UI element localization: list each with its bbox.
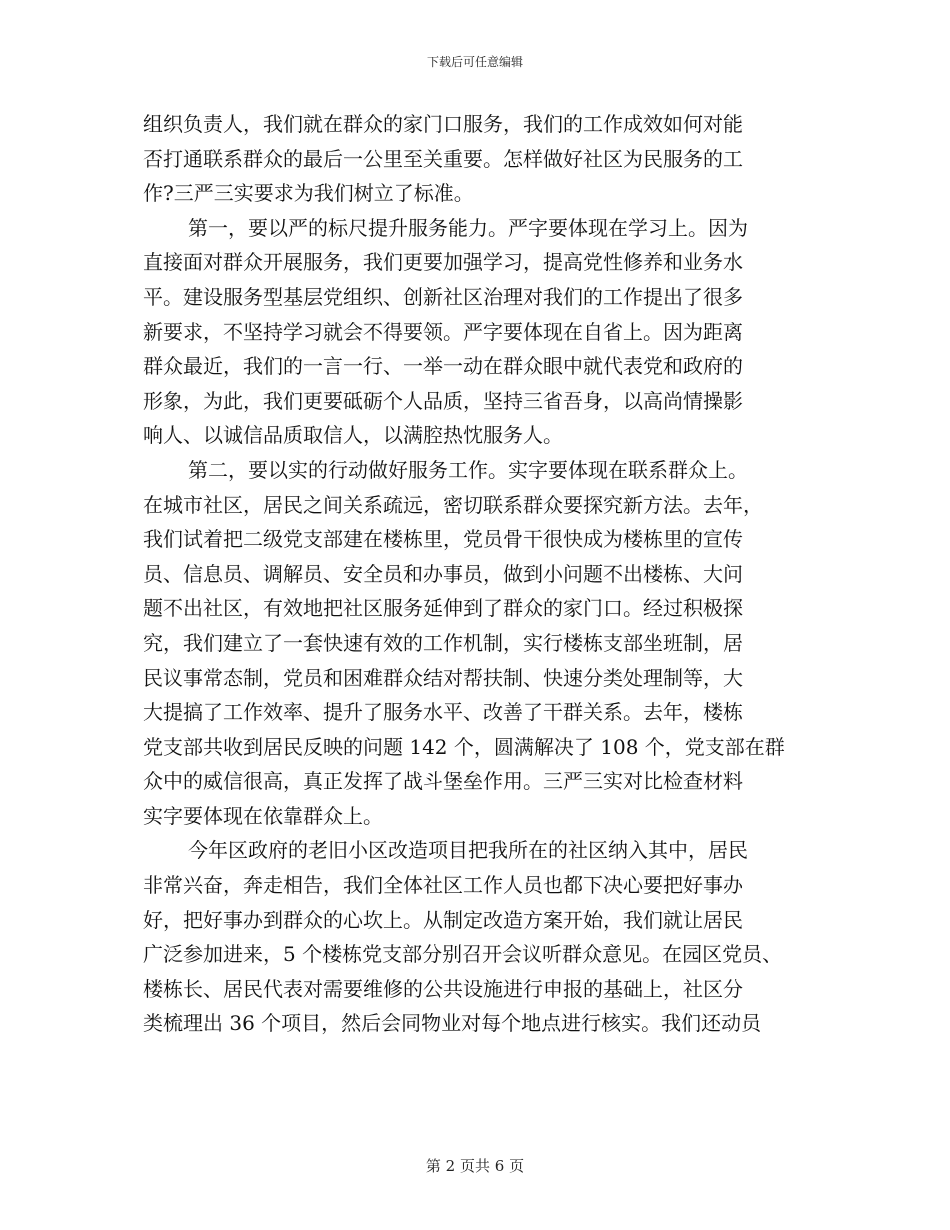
text-line: 好，把好事办到群众的心坎上。从制定改造方案开始，我们就让居民	[143, 907, 743, 932]
body-text	[143, 107, 833, 1041]
text-line: 今年区政府的老旧小区改造项目把我所在的社区纳入其中，居民	[188, 838, 748, 863]
text-line: 究，我们建立了一套快速有效的工作机制，实行楼栋支部坐班制，居	[143, 630, 743, 655]
text-line: 众中的威信很高，真正发挥了战斗堡垒作用。三严三实对比检查材料	[143, 769, 743, 794]
page-footer: 第 2 页共 6 页	[425, 1157, 525, 1175]
text-line: 实字要体现在依靠群众上。	[143, 803, 383, 828]
text-line: 在城市社区，居民之间关系疏远，密切联系群众要探究新方法。去年，	[143, 492, 763, 517]
text-line: 我们试着把二级党支部建在楼栋里，党员骨干很快成为楼栋里的宣传	[143, 527, 743, 552]
text-line: 直接面对群众开展服务，我们更要加强学习，提高党性修养和业务水	[143, 250, 743, 275]
text-line: 题不出社区，有效地把社区服务延伸到了群众的家门口。经过积极探	[143, 596, 743, 621]
text-line: 员、信息员、调解员、安全员和办事员，做到小问题不出楼栋、大问	[143, 561, 743, 586]
text-line: 组织负责人，我们就在群众的家门口服务，我们的工作成效如何对能	[143, 112, 743, 136]
page-header: 下载后可任意编辑	[426, 55, 523, 69]
text-line: 形象，为此，我们更要砥砺个人品质，坚持三省吾身，以高尚情操影	[143, 388, 743, 413]
text-line: 党支部共收到居民反映的问题 142 个，圆满解决了 108 个，党支部在群	[143, 734, 785, 759]
text-line: 广泛参加进来，5 个楼栋党支部分别召开会议听群众意见。在园区党员、	[143, 942, 783, 967]
text-line: 群众最近，我们的一言一行、一举一动在群众眼中就代表党和政府的	[143, 354, 743, 379]
text-line: 类梳理出 36 个项目，然后会同物业对每个地点进行核实。我们还动员	[143, 1011, 762, 1036]
text-line: 作?三严三实要求为我们树立了标准。	[143, 181, 474, 206]
text-line: 民议事常态制，党员和困难群众结对帮扶制、快速分类处理制等，大	[143, 665, 743, 690]
text-line: 楼栋长、居民代表对需要维修的公共设施进行申报的基础上，社区分	[143, 976, 743, 1001]
text-line: 非常兴奋，奔走相告，我们全体社区工作人员也都下决心要把好事办	[143, 873, 743, 898]
text-line: 大提搞了工作效率、提升了服务水平、改善了干群关系。去年，楼栋	[143, 700, 743, 725]
text-line: 平。建设服务型基层党组织、创新社区治理对我们的工作提出了很多	[143, 284, 743, 309]
text-line: 否打通联系群众的最后一公里至关重要。怎样做好社区为民服务的工	[143, 146, 743, 171]
text-line: 新要求，不坚持学习就会不得要领。严字要体现在自省上。因为距离	[143, 319, 743, 344]
text-line: 第一，要以严的标尺提升服务能力。严字要体现在学习上。因为	[188, 215, 748, 240]
text-line: 响人、以诚信品质取信人，以满腔热忱服务人。	[143, 423, 563, 448]
text-line: 第二，要以实的行动做好服务工作。实字要体现在联系群众上。	[188, 457, 748, 482]
